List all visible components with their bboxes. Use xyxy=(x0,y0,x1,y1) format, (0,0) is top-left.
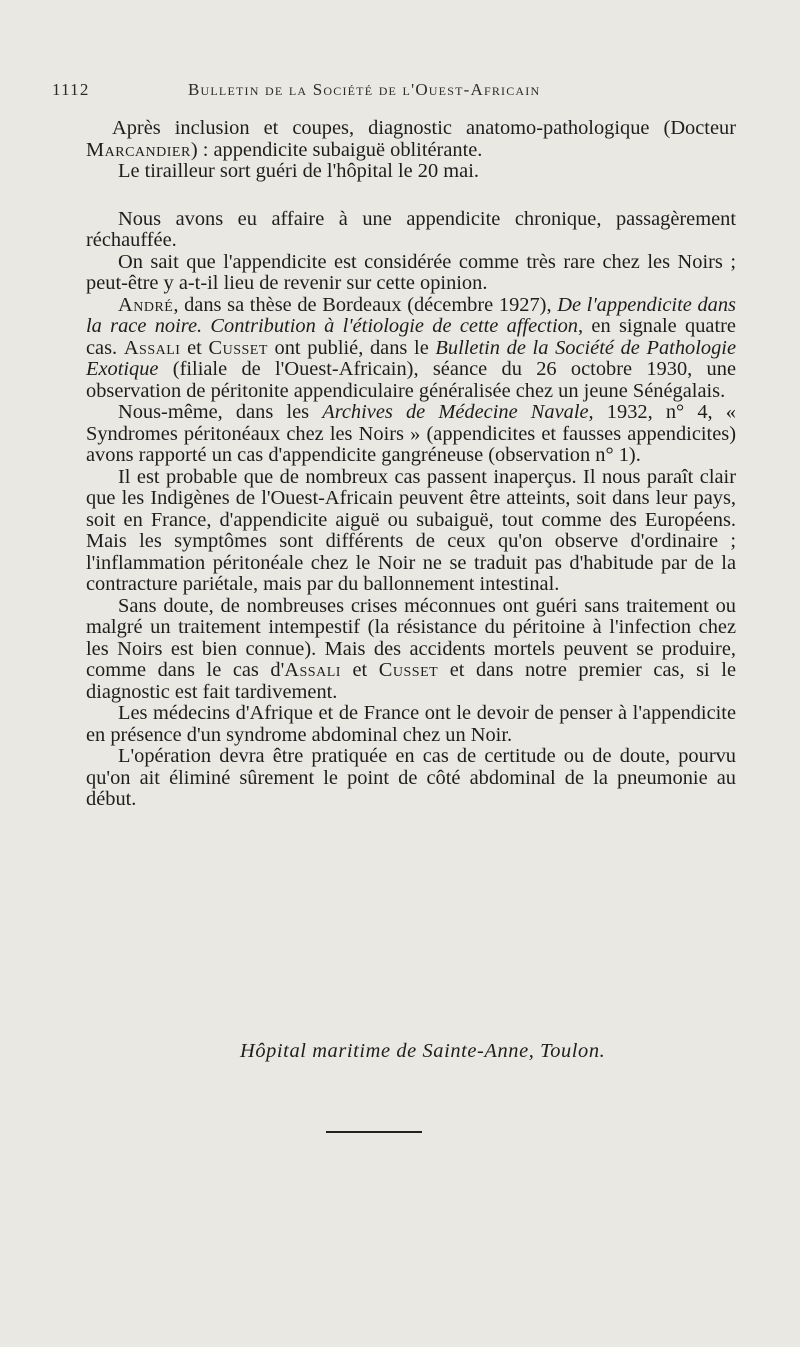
text-run: Sans doute, de nombreuses crises méconnues ont guéri sans traitement ou malgré un traitement intempestif (la résistance du péritoine à l'infection chez les Noirs est bien connue). Mais des accidents mortels peuvent se produire, comme dans le cas d' xyxy=(86,594,736,681)
text-run: et xyxy=(340,659,379,681)
text-run: , dans sa thèse de Bordeaux (décembre 1927), xyxy=(173,293,558,316)
paragraph xyxy=(86,467,736,596)
text-run: Le tirailleur sort guéri de l'hôpital le 20 mai. xyxy=(118,160,479,182)
author-name: Marcandier xyxy=(86,138,191,161)
text-run: , en signale quatre cas. xyxy=(86,315,736,359)
title-reference: De l'appendicite dans la race noire. Contribution à l'étiologie de cette affection xyxy=(86,293,736,337)
author-name: Assali xyxy=(284,659,341,681)
text-run: On sait que l'appendicite est considérée comme très rare chez les Noirs ; peut-être y a-t-il lieu de revenir sur cette opinion. xyxy=(86,250,736,294)
running-title: Bulletin de la Société de l'Ouest-Africain xyxy=(188,80,541,99)
text-run: (filiale de l'Ouest-Africain), séance du 26 octobre 1930, une observation de péritonite appendiculaire généralisée chez un jeune Sénégalais. xyxy=(86,358,736,402)
text-run: Nous-même, dans les xyxy=(118,401,323,423)
paragraph xyxy=(86,402,736,467)
text-run: L'opération devra être pratiquée en cas de certitude ou de doute, pourvu qu'on ait éliminé sûrement le point de côté abdominal de la pneumonie au début. xyxy=(86,745,736,810)
text-run: Après inclusion et coupes, diagnostic anatomo-pathologique (Docteur xyxy=(112,117,736,139)
body-text xyxy=(86,118,736,811)
paragraph xyxy=(86,161,736,183)
signature: Hôpital maritime de Sainte-Anne, Toulon. xyxy=(240,1040,606,1062)
end-rule xyxy=(326,1131,422,1133)
text-run: ) : appendicite subaiguë oblitérante. xyxy=(190,138,483,161)
paragraph xyxy=(86,118,736,161)
title-reference: Archives de Médecine Navale xyxy=(322,401,589,423)
title-reference: Bulletin de la Société de Pathologie Exotique xyxy=(86,336,737,380)
text-run: Nous avons eu affaire à une appendicite chronique, passagèrement réchauffée. xyxy=(86,207,736,251)
paragraph xyxy=(86,252,736,295)
paragraph xyxy=(86,746,736,811)
text-run: Il est probable que de nombreux cas passent inaperçus. Il nous paraît clair que les Indigènes de l'Ouest-Africain peuvent être atteints, soit dans leur pays, soit en France, d'appendicite aiguë ou subaiguë, tout comme des Européens. Mais les symptômes sont différents de ceux qu'on observe d'ordinaire ; l'inflammation péritonéale chez le Noir ne se traduit pas d'habitude par de la contracture pariétale, mais par du ballonnement intestinal. xyxy=(86,465,736,595)
page-number: 1112 xyxy=(52,80,90,99)
paragraph xyxy=(86,596,736,704)
paragraph xyxy=(86,295,736,403)
page-header xyxy=(52,80,742,110)
paragraph xyxy=(86,703,736,746)
text-run: Les médecins d'Afrique et de France ont le devoir de penser à l'appendicite en présence d'un syndrome abdominal chez un Noir. xyxy=(86,702,736,746)
paragraph xyxy=(86,209,736,252)
text-run: et xyxy=(180,336,209,359)
text-run: , 1932, n° 4, « Syndromes péritonéaux chez les Noirs » (appendicites et fausses appendicites) avons rapporté un cas d'appendicite gangréneuse (observation n° 1). xyxy=(86,401,736,466)
text-run: ont publié, dans le xyxy=(267,336,436,359)
author-name: Cusset xyxy=(378,659,439,681)
author-name: Cusset xyxy=(208,336,268,359)
author-name: Assali xyxy=(123,336,181,359)
author-name: André xyxy=(118,293,174,316)
text-run: et dans notre premier cas, si le diagnostic est fait tardivement. xyxy=(86,659,736,703)
